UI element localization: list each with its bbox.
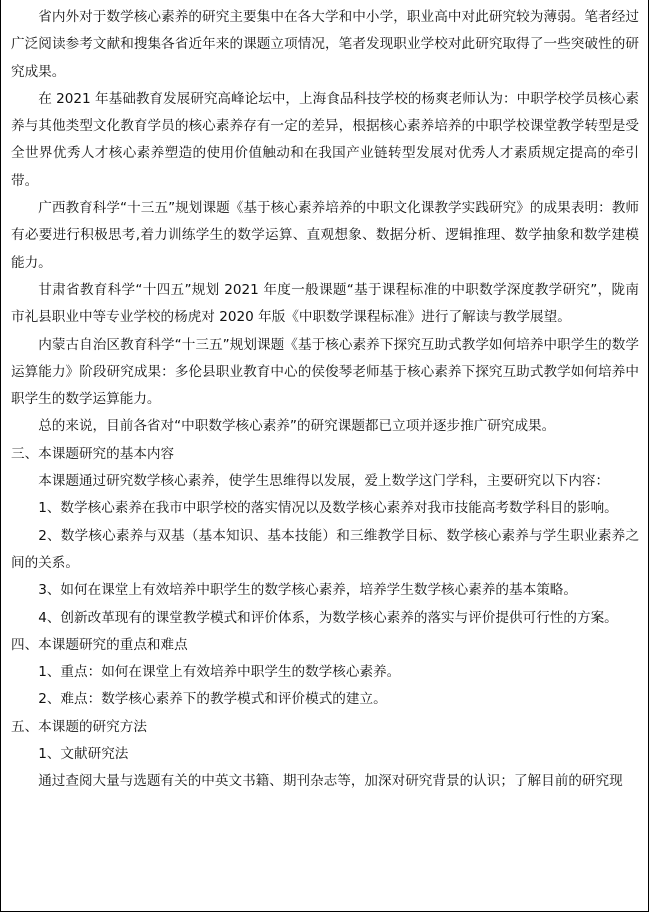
paragraph-literature-method: 通过查阅大量与选题有关的中英文书籍、期刊杂志等，加深对研究背景的认识；了解目前的研究现: [38, 773, 623, 790]
list-item-content-3: 3、如何在课堂上有效培养中职学生的数学核心素养，培养学生数学核心素养的基本策略。: [38, 582, 577, 599]
subheading-literature-method: 1、文献研究法: [38, 746, 129, 763]
paragraph-research-overview: 省内外对于数学核心素养的研究主要集中在各大学和中小学，职业高中对此研究较为薄弱。笔者经过广泛阅读参考文献和搜集各省近年来的课题立项情况，笔者发现职业学校对此研究取得了一些突破性的研究成果。: [11, 9, 639, 80]
paragraph-content-intro: 本课题通过研究数学核心素养，使学生思维得以发展，爱上数学这门学科，主要研究以下内容：: [38, 473, 610, 490]
paragraph-shanghai-forum: 在 2021 年基础教育发展研究高峰论坛中，上海食品科技学校的杨爽老师认为：中职学校学员核心素养与其他类型文化教育学员的核心素养存有一定的差异，根据核心素养培养的中职学校课堂教学转型是受全世界优秀人才核心素养塑造的使用价值触动和在我国产业链转型发展对优秀人才素质规定提高的牵引带。: [11, 90, 639, 189]
paragraph-inner-mongolia-project: 内蒙古自治区教育科学“十三五”规划课题《基于核心素养下探究互助式教学如何培养中职学生的数学运算能力》阶段研究成果：多伦县职业教育中心的侯俊琴老师基于核心素养下探究互助式教学如何培养中职学生的数学运算能力。: [11, 336, 639, 408]
list-item-difficulty: 2、难点：数学核心素养下的教学模式和评价模式的建立。: [38, 691, 387, 708]
paragraph-gansu-project: 甘肃省教育科学“十四五”规划 2021 年度一般课题“基于课程标准的中职数学深度教学研究”，陇南市礼县职业中等专业学校的杨虎对 2020 年版《中职数学课程标准》进行了解读与教学展望。: [11, 281, 639, 326]
list-item-content-1: 1、数学核心素养在我市中职学校的落实情况以及数学核心素养对我市技能高考数学科目的影响。: [38, 500, 618, 517]
document-body: [1, 0, 648, 796]
paragraph-guangxi-project: 广西教育科学“十三五”规划课题《基于核心素养培养的中职文化课教学实践研究》的成果表明：教师有必要进行积极思考,着力训练学生的数学运算、直观想象、数据分析、逻辑推理、数学抽象和数学建模能力。: [11, 200, 639, 271]
list-item-key-point: 1、重点：如何在课堂上有效培养中职学生的数学核心素养。: [38, 664, 401, 681]
paragraph-summary: 总的来说，目前各省对“中职数学核心素养”的研究课题都已立项并逐步推广研究成果。: [38, 418, 556, 435]
section-heading-basic-content: 三、本课题研究的基本内容: [11, 445, 175, 462]
list-item-content-4: 4、创新改革现有的课堂教学模式和评价体系，为数学核心素养的落实与评价提供可行性的方案。: [38, 609, 618, 626]
section-heading-methods: 五、本课题的研究方法: [11, 718, 147, 735]
section-heading-key-points: 四、本课题研究的重点和难点: [11, 636, 188, 653]
list-item-content-2: 2、数学核心素养与双基（基本知识、基本技能）和三维教学目标、数学核心素养与学生职业素养之间的关系。: [11, 527, 639, 571]
